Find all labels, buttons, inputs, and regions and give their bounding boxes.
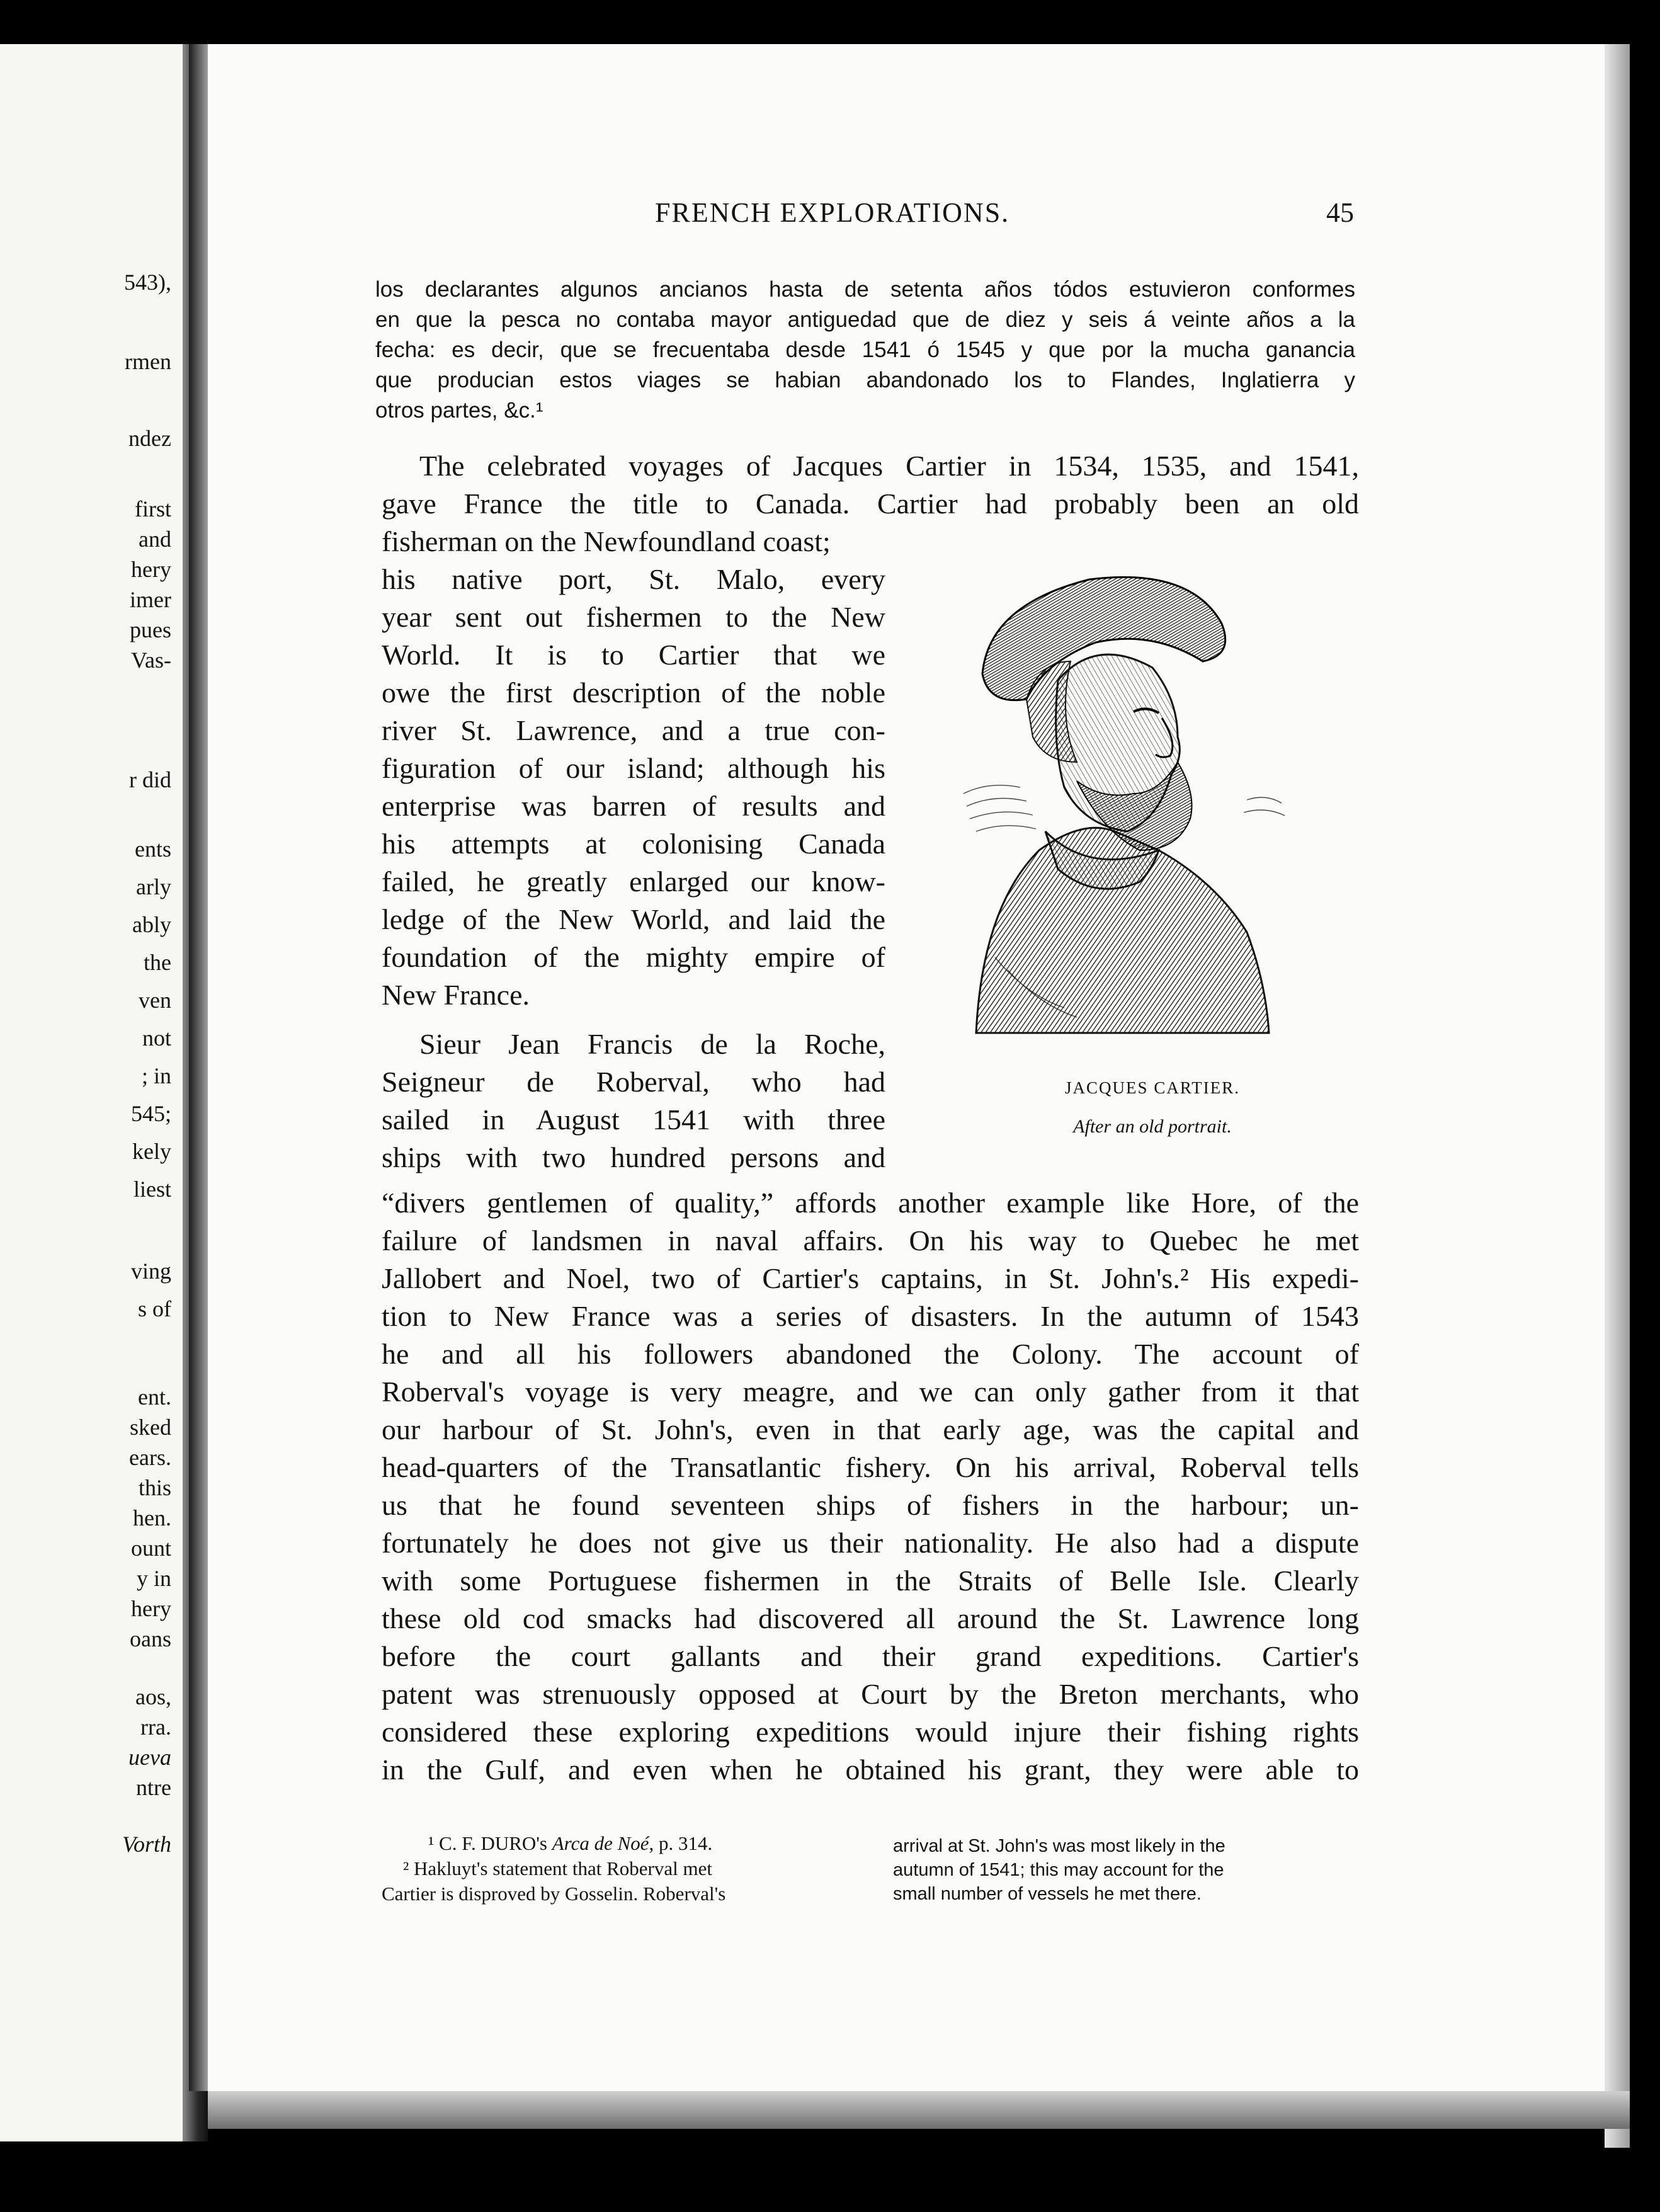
body-line: these old cod smacks had discovered all around the St. Lawrence long — [382, 1602, 1359, 1634]
body-line: ships with two hundred persons and — [382, 1141, 885, 1173]
footnote-1-prefix: ¹ C. F. DURO's — [428, 1832, 552, 1854]
body-line: Sieur Jean Francis de la Roche, — [419, 1028, 885, 1060]
body-line: figuration of our island; although his — [382, 752, 885, 784]
facing-page-fragment: hery — [131, 1596, 171, 1621]
facing-page-fragment: imer — [130, 587, 171, 612]
footnote-1-title: Arca de Noé — [552, 1832, 649, 1854]
body-line: failure of landsmen in naval affairs. On his way to Quebec he met — [382, 1224, 1359, 1257]
facing-page-fragment: 543), — [124, 270, 171, 295]
body-line: World. It is to Cartier that we — [382, 639, 885, 671]
footnote-2-line: autumn of 1541; this may account for the — [893, 1860, 1224, 1880]
body-line: “divers gentlemen of quality,” affords another example like Hore, of the — [382, 1187, 1359, 1219]
page-number: 45 — [1326, 197, 1354, 228]
facing-page-fragment: y in — [136, 1566, 171, 1591]
facing-page-fragment: 545; — [130, 1101, 171, 1126]
footnote-1 — [428, 1832, 712, 1856]
facing-page-fragment: ; in — [141, 1063, 171, 1088]
body-line: head-quarters of the Transatlantic fishery. On his arrival, Roberval tells — [382, 1451, 1359, 1483]
body-line: our harbour of St. John's, even in that early age, was the capital and — [382, 1413, 1359, 1445]
facing-page-fragment: sked — [130, 1415, 171, 1440]
body-line: Jallobert and Noel, two of Cartier's captains, in St. John's.² His expedi- — [382, 1262, 1359, 1294]
body-line: us that he found seventeen ships of fishers in the harbour; un- — [382, 1489, 1359, 1521]
facing-page-fragment: oans — [130, 1626, 171, 1651]
facing-page-fragment: s of — [138, 1296, 171, 1321]
body-line: his attempts at colonising Canada — [382, 828, 885, 860]
facing-page-fragment: ving — [130, 1258, 171, 1284]
figure-caption-title: JACQUES CARTIER. — [1065, 1078, 1240, 1097]
quote-line: fecha: es decir, que se frecuentaba desde 1541 ó 1545 y que por la mucha ganancia — [375, 338, 1355, 362]
facing-page-fragment: kely — [132, 1139, 171, 1164]
facing-page-fragment: this — [138, 1475, 171, 1500]
facing-page-fragment: hen. — [133, 1505, 171, 1531]
facing-page-fragment: not — [142, 1025, 171, 1051]
body-line: he and all his followers abandoned the Colony. The account of — [382, 1338, 1359, 1370]
facing-page-fragment: the — [144, 950, 171, 975]
page-bottom-edge — [208, 2091, 1630, 2129]
spanish-quote — [375, 275, 1355, 426]
portrait-engraving — [951, 554, 1291, 1046]
facing-page-fragment: aos, — [135, 1684, 171, 1709]
body-line: New France. — [382, 979, 530, 1011]
body-line: sailed in August 1541 with three — [382, 1103, 885, 1136]
body-line: The celebrated voyages of Jacques Cartier in 1534, 1535, and 1541, — [419, 450, 1359, 482]
body-line: Roberval's voyage is very meagre, and we can only gather from it that — [382, 1376, 1359, 1408]
body-line: fisherman on the Newfoundland coast; — [382, 525, 831, 557]
footnote-2-line: small number of vessels he met there. — [893, 1884, 1202, 1904]
facing-page-fragment: Vorth — [122, 1832, 171, 1857]
facing-page-fragment: ntre — [136, 1775, 171, 1800]
body-line: gave France the title to Canada. Cartier had probably been an old — [382, 487, 1359, 520]
facing-page-fragment: first — [135, 496, 171, 522]
facing-page-fragment: ueva — [128, 1745, 171, 1770]
footnote-2-line: Cartier is disproved by Gosselin. Roberval's — [382, 1883, 726, 1905]
body-line: with some Portuguese fishermen in the Straits of Belle Isle. Clearly — [382, 1565, 1359, 1597]
facing-page-fragment: r did — [129, 767, 171, 792]
facing-page-fragment: rra. — [140, 1714, 171, 1740]
body-line: before the court gallants and their grand expeditions. Cartier's — [382, 1640, 1359, 1672]
facing-page-fragment: ven — [139, 988, 171, 1013]
body-line: ledge of the New World, and laid the — [382, 903, 885, 935]
footnote-1-suffix: , p. 314. — [649, 1832, 713, 1854]
quote-line: en que la pesca no contaba mayor antiguedad que de diez y seis á veinte años a la — [375, 307, 1355, 332]
facing-page-fragment: pues — [130, 617, 171, 642]
quote-line: otros partes, &c.¹ — [375, 398, 543, 423]
body-line: enterprise was barren of results and — [382, 790, 885, 822]
quote-line: que producian estos viages se habian abandonado los to Flandes, Inglatierra y — [375, 368, 1355, 392]
facing-page-fragment: ents — [135, 836, 171, 862]
facing-page-fragment: hery — [131, 557, 171, 582]
body-line: Seigneur de Roberval, who had — [382, 1066, 885, 1098]
facing-page-fragment: ount — [130, 1536, 171, 1561]
body-line: owe the first description of the noble — [382, 676, 885, 709]
body-line: foundation of the mighty empire of — [382, 941, 885, 973]
quote-line: los declarantes algunos ancianos hasta de setenta años tódos estuvieron conformes — [375, 277, 1355, 302]
facing-page-fragment: liest — [134, 1177, 171, 1202]
facing-page-fragment: arly — [136, 874, 171, 899]
page-edge — [1605, 44, 1630, 2148]
facing-page-fragment: Vas- — [131, 647, 171, 673]
facing-page-fragment: ears. — [129, 1445, 171, 1470]
figure-caption-subtitle: After an old portrait. — [1073, 1116, 1232, 1137]
facing-page-fragment: and — [139, 527, 171, 552]
facing-page-fragment: rmen — [125, 349, 171, 374]
facing-page-fragment: ent. — [138, 1384, 171, 1410]
body-line: patent was strenuously opposed at Court by the Breton merchants, who — [382, 1678, 1359, 1710]
body-line: considered these exploring expeditions would injure their fishing rights — [382, 1716, 1359, 1748]
body-line: river St. Lawrence, and a true con- — [382, 714, 885, 746]
facing-page-fragment: ably — [132, 912, 171, 937]
body-line: his native port, St. Malo, every — [382, 563, 885, 595]
footnote-2-line: ² Hakluyt's statement that Roberval met — [403, 1857, 712, 1879]
body-line: year sent out fishermen to the New — [382, 601, 885, 633]
body-line: fortunately he does not give us their nationality. He also had a dispute — [382, 1527, 1359, 1559]
running-head: FRENCH EXPLORATIONS. — [655, 197, 1010, 228]
facing-page-fragment: ndez — [128, 426, 171, 451]
body-line: tion to New France was a series of disasters. In the autumn of 1543 — [382, 1300, 1359, 1332]
body-line: in the Gulf, and even when he obtained his grant, they were able to — [382, 1753, 1359, 1786]
facing-page — [0, 44, 195, 2141]
body-line: failed, he greatly enlarged our know- — [382, 865, 885, 898]
footnote-2-line: arrival at St. John's was most likely in the — [893, 1836, 1225, 1856]
